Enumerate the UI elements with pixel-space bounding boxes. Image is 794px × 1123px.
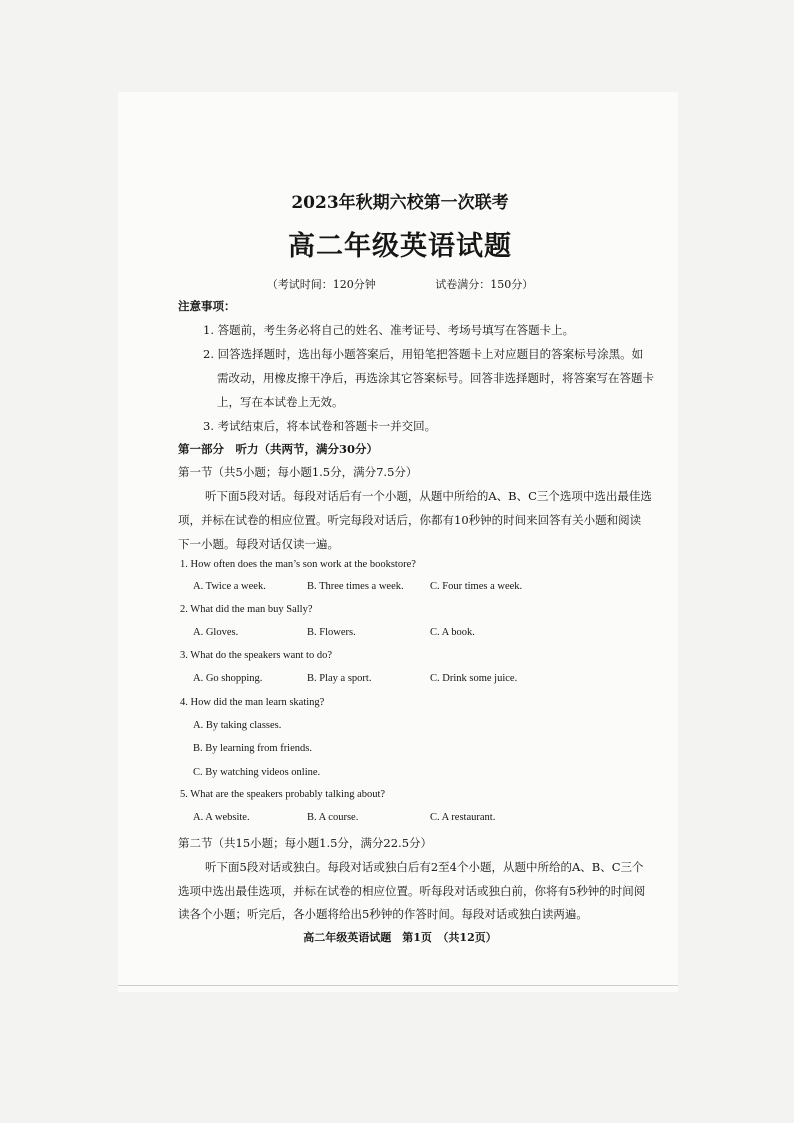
option-b: B. Flowers.: [307, 627, 356, 638]
question-stem: 2. What did the man buy Sally?: [180, 604, 313, 615]
notice-item: 上，写在本试卷上无效。: [217, 395, 344, 409]
option-b: B. Play a sport.: [307, 673, 372, 684]
section1-instructions: 项，并标在试卷的相应位置。听完每段对话后，你都有10秒钟的时间来回答有关小题和阅读: [178, 513, 642, 527]
option-b: B. A course.: [307, 812, 359, 823]
paper-title: 高二年级英语试题: [288, 231, 512, 262]
option-b: B. Three times a week.: [307, 581, 404, 592]
question-stem: 4. How did the man learn skating?: [180, 697, 325, 708]
option-c: C. Drink some juice.: [430, 673, 518, 684]
section1-instructions: 下一小题。每段对话仅读一遍。: [178, 537, 339, 551]
page-footer: 高二年级英语试题 第1页 （共12页）: [303, 931, 497, 944]
option-c: C. A book.: [430, 627, 475, 638]
section1-instructions: 听下面5段对话。每段对话后有一个小题，从题中所给的A、B、C三个选项中选出最佳选: [205, 489, 652, 503]
option-a: A. By taking classes.: [193, 720, 282, 731]
option-a: A. A website.: [193, 812, 250, 823]
option-b: B. By learning from friends.: [193, 743, 312, 754]
section2-instructions: 读各个小题；听完后，各小题将给出5秒钟的作答时间。每段对话或独白读两遍。: [178, 907, 588, 921]
question-stem: 5. What are the speakers probably talking about?: [180, 789, 386, 800]
question-stem: 1. How often does the man’s son work at the bookstore?: [180, 559, 416, 570]
option-c: C. By watching videos online.: [193, 767, 321, 778]
section2-instructions: 选项中选出最佳选项，并标在试卷的相应位置。听每段对话或独白前，你将有5秒钟的时间阅: [178, 884, 646, 898]
notice-heading: 注意事项：: [178, 299, 236, 313]
section1-heading: 第一节（共5小题；每小题1.5分，满分7.5分）: [178, 465, 418, 479]
option-c: C. Four times a week.: [430, 581, 523, 592]
section2-instructions: 听下面5段对话或独白。每段对话或独白后有2至4个小题，从题中所给的A、B、C三个: [205, 860, 644, 874]
question-stem: 3. What do the speakers want to do?: [180, 650, 333, 661]
option-a: A. Gloves.: [193, 627, 239, 638]
notice-item: 需改动，用橡皮擦干净后，再选涂其它答案标号。回答非选择题时，将答案写在答题卡: [217, 371, 654, 385]
notice-item: 2. 回答选择题时，选出每小题答案后，用铅笔把答题卡上对应题目的答案标号涂黑。如: [203, 347, 644, 361]
notice-item: 1. 答题前，考生务必将自己的姓名、准考证号、考场号填写在答题卡上。: [203, 323, 575, 337]
option-a: A. Twice a week.: [193, 581, 266, 592]
exam-score: 试卷满分：150分）: [435, 278, 534, 291]
part1-heading: 第一部分 听力（共两节，满分30分）: [178, 442, 379, 456]
option-c: C. A restaurant.: [430, 812, 496, 823]
option-a: A. Go shopping.: [193, 673, 263, 684]
scan-edge: [118, 985, 678, 986]
section2-heading: 第二节（共15小题；每小题1.5分，满分22.5分）: [178, 836, 433, 850]
notice-item: 3. 考试结束后，将本试卷和答题卡一并交回。: [203, 419, 437, 433]
exam-meta: [180, 276, 620, 292]
exam-time: （考试时间：120分钟: [266, 278, 376, 291]
exam-name: 2023年秋期六校第一次联考: [291, 193, 509, 213]
